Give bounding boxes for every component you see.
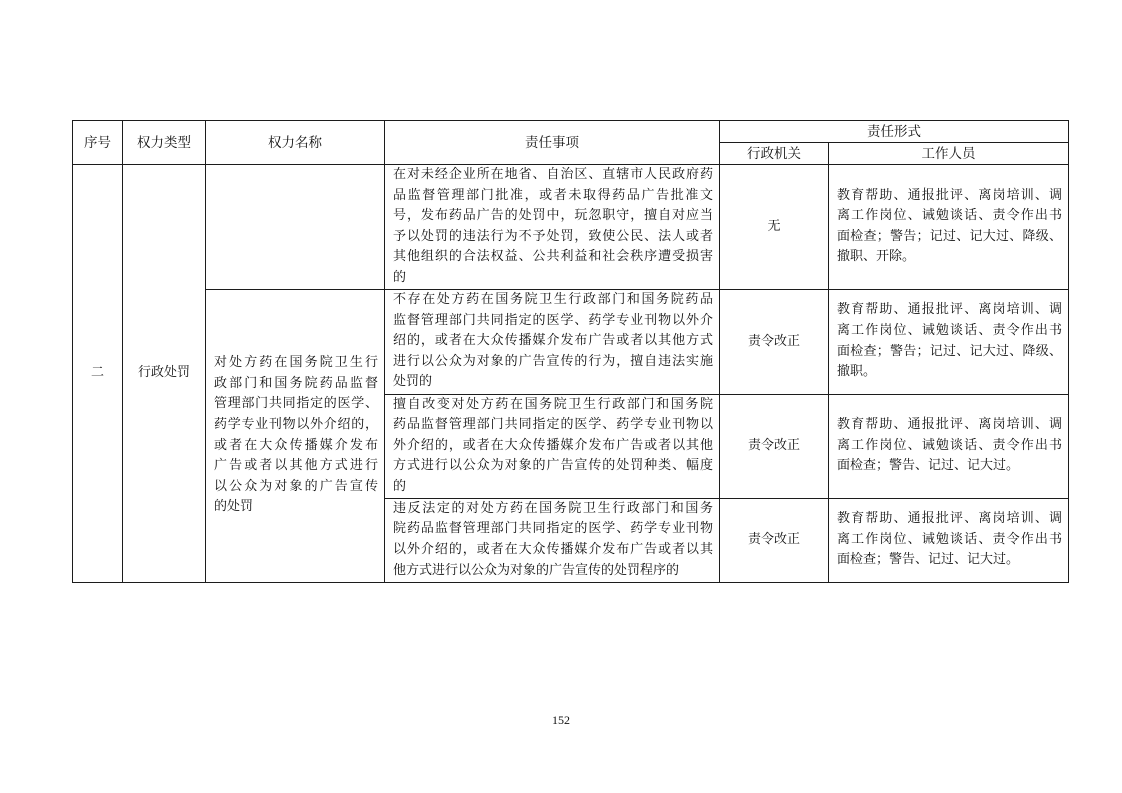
text-line: 其他组织的合法权益、公共利益和社会秩序遭受损害 bbox=[393, 249, 713, 265]
text-line: 的 bbox=[393, 478, 407, 494]
admin-organ-cell: 责令改正 bbox=[720, 394, 829, 498]
text-line: 以公众为对象的广告宣传 bbox=[214, 478, 378, 494]
text-line: 方式进行以公众为对象的广告宣传的处罚种类、幅度 bbox=[393, 458, 713, 474]
text-line: 号，发布药品广告的处罚中，玩忽职守，擅自对应当 bbox=[393, 208, 713, 224]
text-line: 离工作岗位、诫勉谈话、责令作出书 bbox=[837, 208, 1062, 224]
table-row bbox=[73, 165, 1069, 290]
text-line: 外介绍的，或者在大众传播媒介发布广告或者以其他 bbox=[393, 437, 713, 453]
text-line: 离工作岗位、诫勉谈话、责令作出书 bbox=[837, 531, 1062, 547]
text-line: 药学专业刊物以外介绍的， bbox=[214, 416, 378, 432]
text-line: 或者在大众传播媒介发布 bbox=[214, 437, 378, 453]
text-line: 面检查；警告、记过、记大过。 bbox=[837, 458, 1020, 474]
header-responsibility-items: 责任事项 bbox=[385, 121, 720, 165]
text-line: 的处罚 bbox=[214, 499, 254, 515]
responsibility-item-cell bbox=[385, 289, 720, 394]
text-line: 面检查；警告；记过、记大过、降级、 bbox=[837, 228, 1062, 244]
text-line: 管理部门共同指定的医学、 bbox=[214, 396, 378, 412]
text-line: 面检查；警告、记过、记大过。 bbox=[837, 552, 1020, 568]
power-type-cell: 行政处罚 bbox=[123, 165, 206, 583]
text-line: 他方式进行以公众为对象的广告宣传的处罚程序的 bbox=[393, 562, 680, 578]
header-power-name: 权力名称 bbox=[206, 121, 385, 165]
responsibility-item-cell bbox=[385, 165, 720, 290]
text-line: 撤职、开除。 bbox=[837, 249, 916, 265]
text-line: 进行以公众为对象的广告宣传的行为，擅自违法实施 bbox=[393, 353, 713, 369]
power-name-cell bbox=[206, 289, 385, 582]
staff-cell bbox=[829, 394, 1069, 498]
header-power-type: 权力类型 bbox=[123, 121, 206, 165]
text-line: 不存在处方药在国务院卫生行政部门和国务院药品 bbox=[393, 292, 713, 308]
text-line: 予以处罚的违法行为不予处罚，致使公民、法人或者 bbox=[393, 228, 713, 244]
staff-cell bbox=[829, 498, 1069, 582]
page-number: 152 bbox=[552, 713, 570, 727]
power-name-cell-empty bbox=[206, 165, 385, 290]
header-responsibility-form: 责任形式 bbox=[720, 121, 1069, 143]
responsibility-item-cell bbox=[385, 394, 720, 498]
table-row bbox=[73, 289, 1069, 394]
text-line: 处罚的 bbox=[393, 374, 433, 390]
header-row-top bbox=[73, 121, 1069, 143]
text-line: 品监督管理部门批准，或者未取得药品广告批准文 bbox=[393, 187, 713, 203]
seq-cell: 二 bbox=[73, 165, 123, 583]
header-admin-organ: 行政机关 bbox=[720, 143, 829, 165]
text-line: 面检查；警告；记过、记大过、降级、 bbox=[837, 343, 1062, 359]
text-line: 教育帮助、通报批评、离岗培训、调 bbox=[837, 417, 1062, 433]
header-staff: 工作人员 bbox=[829, 143, 1069, 165]
text-line: 药品监督管理部门共同指定的医学、药学专业刊物以 bbox=[393, 417, 713, 433]
text-line: 擅自改变对处方药在国务院卫生行政部门和国务院 bbox=[393, 396, 713, 412]
text-line: 教育帮助、通报批评、离岗培训、调 bbox=[837, 187, 1062, 203]
text-line: 违反法定的对处方药在国务院卫生行政部门和国务 bbox=[393, 500, 713, 516]
admin-organ-cell: 责令改正 bbox=[720, 289, 829, 394]
text-line: 教育帮助、通报批评、离岗培训、调 bbox=[837, 511, 1062, 527]
text-line: 教育帮助、通报批评、离岗培训、调 bbox=[837, 302, 1062, 318]
text-line: 的 bbox=[393, 269, 407, 285]
text-line: 政部门和国务院药品监督 bbox=[214, 375, 378, 391]
responsibility-table bbox=[72, 120, 1069, 583]
text-line: 监督管理部门共同指定的医学、药学专业刊物以外介 bbox=[393, 312, 713, 328]
text-line: 绍的，或者在大众传播媒介发布广告或者以其他方式 bbox=[393, 333, 713, 349]
staff-cell bbox=[829, 165, 1069, 290]
text-line: 以外介绍的，或者在大众传播媒介发布广告或者以其 bbox=[393, 542, 713, 558]
text-line: 离工作岗位、诫勉谈话、责令作出书 bbox=[837, 322, 1062, 338]
text-line: 对处方药在国务院卫生行 bbox=[214, 355, 378, 371]
admin-organ-cell: 责令改正 bbox=[720, 498, 829, 582]
text-line: 广告或者以其他方式进行 bbox=[214, 458, 378, 474]
text-line: 院药品监督管理部门共同指定的医学、药学专业刊物 bbox=[393, 521, 713, 537]
text-line: 撤职。 bbox=[837, 364, 877, 380]
header-seq: 序号 bbox=[73, 121, 123, 165]
admin-organ-cell: 无 bbox=[720, 165, 829, 290]
text-line: 离工作岗位、诫勉谈话、责令作出书 bbox=[837, 437, 1062, 453]
staff-cell bbox=[829, 289, 1069, 394]
responsibility-item-cell bbox=[385, 498, 720, 582]
text-line: 在对未经企业所在地省、自治区、直辖市人民政府药 bbox=[393, 167, 713, 182]
